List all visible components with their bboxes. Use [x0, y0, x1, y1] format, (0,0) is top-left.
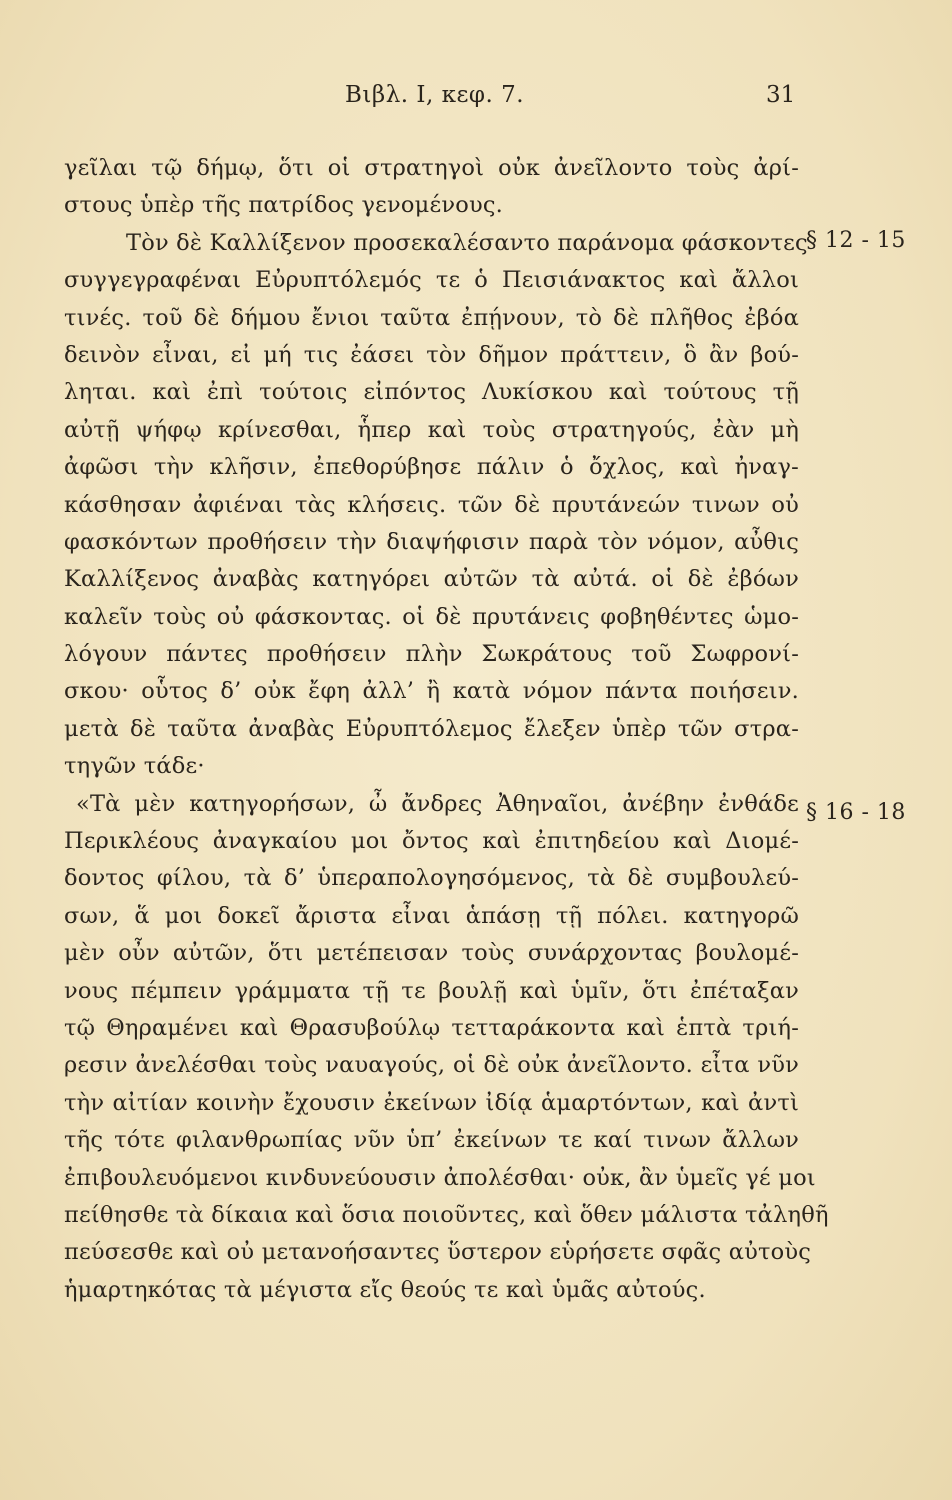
text-line: μετὰ δὲ ταῦτα ἀναβὰς Εὐρυπτόλεμος ἔλεξεν ὑπὲρ τῶν στρα- — [64, 715, 799, 742]
section-marginal-note: § 12 - 15 — [806, 228, 906, 253]
page-number: 31 — [766, 82, 796, 108]
text-line: δεινὸν εἶναι, εἰ μή τις ἐάσει τὸν δῆμον πράττειν, ὃ ἂν βού- — [64, 341, 799, 368]
text-line: φασκόντων προθήσειν τὴν διαψήφισιν παρὰ τὸν νόμον, αὖθις — [64, 528, 799, 555]
text-line: λόγουν πάντες προθήσειν πλὴν Σωκράτους τοῦ Σωφρονί- — [64, 641, 799, 668]
text-line: πείθησθε τὰ δίκαια καὶ ὅσια ποιοῦντες, καὶ ὅθεν μάλιστα τἀληθῆ — [64, 1201, 829, 1228]
section-marginal-note: § 16 - 18 — [806, 800, 906, 825]
text-line: τὴν αἰτίαν κοινὴν ἔχουσιν ἐκείνων ἰδίᾳ ἁμαρτόντων, καὶ ἀντὶ — [64, 1089, 799, 1116]
text-line: μὲν οὖν αὐτῶν, ὅτι μετέπεισαν τοὺς συνάρχοντας βουλομέ- — [64, 940, 799, 967]
text-line: ἐπιβουλευόμενοι κινδυνεύουσιν ἀπολέσθαι· οὐκ, ἂν ὑμεῖς γέ μοι — [64, 1164, 816, 1191]
running-head: Βιβλ. I, κεφ. 7. — [345, 82, 525, 108]
text-line: συγγεγραφέναι Εὐρυπτόλεμός τε ὁ Πεισιάνακτος καὶ ἄλλοι — [64, 267, 799, 294]
text-line: ἀφῶσι τὴν κλῆσιν, ἐπεθορύβησε πάλιν ὁ ὄχλος, καὶ ἠναγ- — [64, 454, 799, 481]
text-line: τῷ Θηραμένει καὶ Θρασυβούλῳ τετταράκοντα καὶ ἑπτὰ τριή- — [64, 1014, 799, 1041]
text-line: γεῖλαι τῷ δήμῳ, ὅτι οἱ στρατηγοὶ οὐκ ἀνεῖλοντο τοὺς ἀρί- — [64, 155, 799, 181]
text-line: καλεῖν τοὺς οὐ φάσκοντας. οἱ δὲ πρυτάνεις φοβηθέντες ὡμο- — [64, 603, 799, 630]
text-line: Περικλέους ἀναγκαίου μοι ὄντος καὶ ἐπιτηδείου καὶ Διομέ- — [64, 828, 799, 855]
text-line: ληται. καὶ ἐπὶ τούτοις εἰπόντος Λυκίσκου καὶ τούτους τῇ — [64, 379, 799, 406]
text-line: τῆς τότε φιλανθρωπίας νῦν ὑπ’ ἐκείνων τε καί τινων ἄλλων — [64, 1127, 799, 1154]
text-line: δοντος φίλου, τὰ δ’ ὑπεραπολογησόμενος, τὰ δὲ συμβουλεύ- — [64, 865, 799, 892]
text-line: τηγῶν τάδε· — [64, 753, 205, 780]
page-header — [0, 82, 952, 118]
text-line: σκου· οὗτος δ’ οὐκ ἔφη ἀλλ’ ἢ κατὰ νόμον πάντα ποιήσειν. — [64, 678, 799, 705]
text-line: αὐτῇ ψήφῳ κρίνεσθαι, ἧπερ καὶ τοὺς στρατηγούς, ἐὰν μὴ — [64, 416, 799, 443]
body-text — [64, 150, 829, 1309]
paragraph-start-line: «Τὰ μὲν κατηγορήσων, ὦ ἄνδρες Ἀθηναῖοι, ἀνέβην ἐνθάδε — [76, 790, 799, 817]
text-line: τινές. τοῦ δὲ δήμου ἔνιοι ταῦτα ἐπῄνουν, τὸ δὲ πλῆθος ἐβόα — [64, 304, 799, 331]
text-line: Καλλίξενος ἀναβὰς κατηγόρει αὐτῶν τὰ αὐτά. οἱ δὲ ἐβόων — [64, 566, 799, 593]
text-line: κάσθησαν ἀφιέναι τὰς κλήσεις. τῶν δὲ πρυτάνεών τινων οὐ — [64, 491, 799, 518]
text-line: σων, ἅ μοι δοκεῖ ἄριστα εἶναι ἁπάσῃ τῇ πόλει. κατηγορῶ — [64, 902, 799, 929]
text-line: νους πέμπειν γράμματα τῇ τε βουλῇ καὶ ὑμῖν, ὅτι ἐπέταξαν — [64, 977, 799, 1004]
text-line: στους ὑπὲρ τῆς πατρίδος γενομένους. — [64, 192, 503, 219]
text-line: ρεσιν ἀνελέσθαι τοὺς ναυαγούς, οἱ δὲ οὐκ ἀνεῖλοντο. εἶτα νῦν — [64, 1052, 799, 1079]
paragraph-start-line: Τὸν δὲ Καλλίξενον προσεκαλέσαντο παράνομα φάσκοντες — [126, 229, 808, 256]
text-line: πεύσεσθε καὶ οὐ μετανοήσαντες ὕστερον εὑρήσετε σφᾶς αὐτοὺς — [64, 1239, 812, 1266]
text-line: ἡμαρτηκότας τὰ μέγιστα εἴς θεούς τε καὶ ὑμᾶς αὐτούς. — [64, 1276, 706, 1303]
